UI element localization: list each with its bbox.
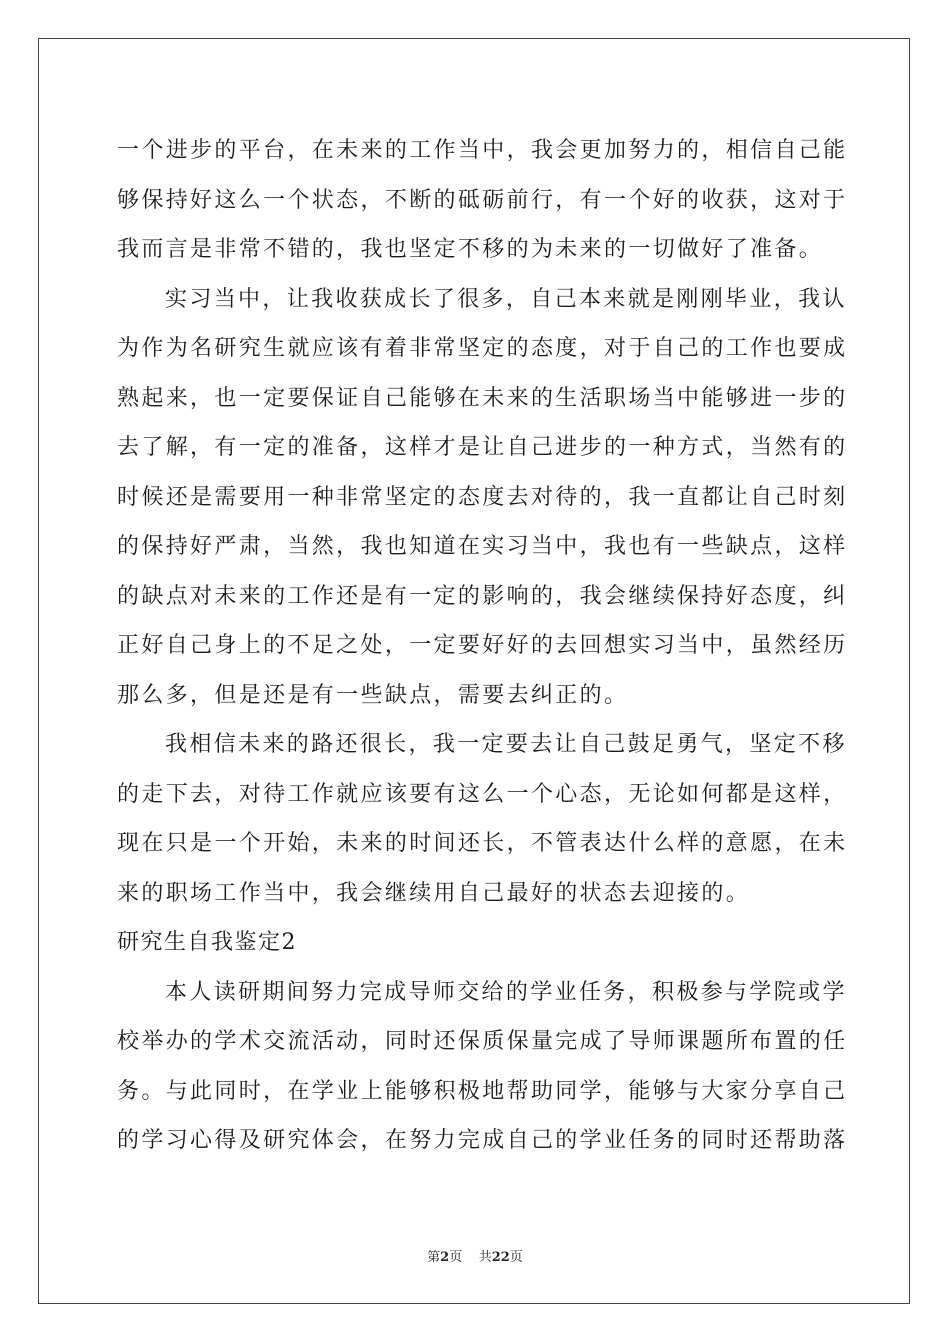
text-line: 实习当中，让我收获成长了很多，自己本来就是刚刚毕业，我认 [165,286,847,312]
page-footer [0,1246,950,1265]
text-line: 本人读研期间努力完成导师交给的学业任务，积极参与学院或学 [165,979,847,1005]
text-line: 的学习心得及研究体会，在努力完成自己的学业任务的同时还帮助落 [117,1128,848,1153]
document-body [117,126,848,1166]
footer-total-prefix: 共 [478,1250,492,1265]
text-line: 时候还是需要用一种非常坚定的态度去对待的，我一直都让自己时刻 [117,484,848,510]
text-line: 够保持好这么一个状态，不断的砥砺前行，有一个好的收获，这对于 [117,187,848,213]
text-line: 的走下去，对待工作就应该要有这么一个心态，无论如何都是这样， [117,781,848,807]
text-line: 的缺点对未来的工作还是有一定的影响的，我会继续保持好态度，纠 [117,583,848,609]
text-line: 现在只是一个开始，未来的时间还长，不管表达什么样的意愿，在未 [117,831,848,856]
text-line: 我相信未来的路还很长，我一定要去让自己鼓足勇气，坚定不移 [165,732,847,757]
text-line: 的保持好严肃，当然，我也知道在实习当中，我也有一些缺点，这样 [117,534,848,559]
text-line: 那么多，但是还是有一些缺点，需要去纠正的。 [117,682,629,708]
section-heading: 研究生自我鉴定2 [117,930,297,955]
text-line: 我而言是非常不错的，我也坚定不移的为未来的一切做好了准备。 [117,237,824,262]
footer-page-number: 2 [440,1250,450,1265]
footer-total-suffix: 页 [509,1250,523,1265]
footer-page-prefix: 第 [427,1250,441,1265]
text-line: 去了解，有一定的准备，这样才是让自己进步的一种方式，当然有的 [117,435,848,460]
text-line: 为作为名研究生就应该有着非常坚定的态度，对于自己的工作也要成 [117,336,848,361]
text-line: 一个进步的平台，在未来的工作当中，我会更加努力的，相信自己能 [117,138,848,163]
text-line: 正好自己身上的不足之处，一定要好好的去回想实习当中，虽然经历 [117,633,848,658]
text-line: 来的职场工作当中，我会继续用自己最好的状态去迎接的。 [117,880,751,906]
text-line: 务。与此同时，在学业上能够积极地帮助同学，能够与大家分享自己 [117,1078,848,1104]
footer-total-pages: 22 [491,1250,510,1265]
footer-page-suffix: 页 [449,1250,463,1265]
text-line: 熟起来，也一定要保证自己能够在未来的生活职场当中能够进一步的 [117,385,848,411]
text-line: 校举办的学术交流活动，同时还保质保量完成了导师课题所布置的任 [117,1029,848,1054]
